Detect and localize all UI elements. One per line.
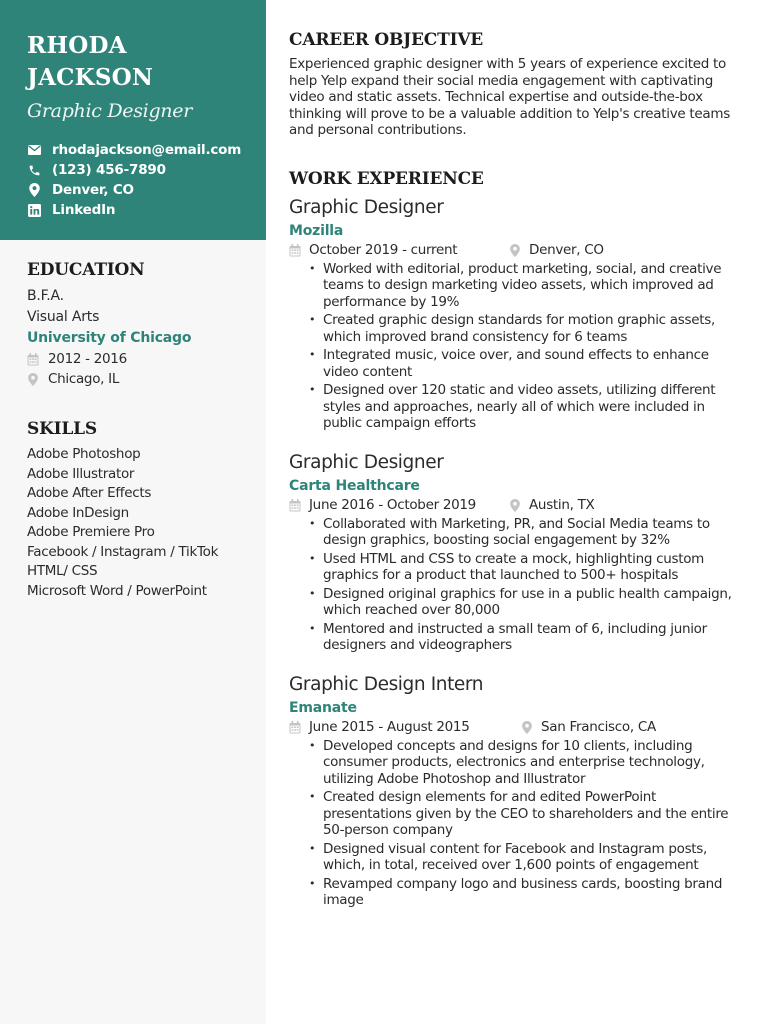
education-field: Visual Arts bbox=[27, 309, 100, 325]
job-dates-group bbox=[289, 241, 509, 260]
job-meta bbox=[289, 241, 744, 260]
skill-item: HTML/ CSS bbox=[27, 563, 98, 579]
job-bullets bbox=[289, 738, 744, 909]
location-pin-icon bbox=[27, 183, 41, 197]
job-entry bbox=[289, 195, 744, 432]
sidebar bbox=[0, 0, 266, 1024]
job-bullet: • Created design elements for and edited PowerPoint presentations given by the CEO to shareholders and the entire 50-person company bbox=[289, 789, 744, 839]
job-bullet: • Collaborated with Marketing, PR, and Social Media teams to design graphics, boosting social engagement by 32% bbox=[289, 516, 744, 549]
job-location-group bbox=[509, 496, 595, 515]
skill-item: Facebook / Instagram / TikTok bbox=[27, 543, 219, 560]
name-last: JACKSON bbox=[27, 64, 154, 91]
skills-list bbox=[27, 445, 266, 601]
job-bullet: • Worked with editorial, product marketing, social, and creative teams to design marketing video assets, which improved ad performance by 19% bbox=[289, 261, 744, 311]
envelope-icon bbox=[27, 143, 41, 157]
job-company: Emanate bbox=[289, 699, 357, 716]
calendar-icon bbox=[289, 499, 301, 512]
main-content bbox=[289, 30, 744, 911]
education-heading: EDUCATION bbox=[27, 260, 145, 280]
location-pin-icon bbox=[509, 244, 521, 257]
job-title: Graphic Designer bbox=[289, 196, 444, 218]
job-bullet: • Mentored and instructed a small team of 6, including junior designers and videographers bbox=[289, 621, 744, 654]
skill-item: Microsoft Word / PowerPoint bbox=[27, 582, 207, 599]
job-location-group bbox=[509, 241, 604, 260]
contact-location-text: Denver, CO bbox=[52, 182, 134, 198]
job-bullet: • Used HTML and CSS to create a mock, highlighting custom graphics for a product that launched to 500+ hospitals bbox=[289, 551, 744, 584]
job-meta bbox=[289, 718, 744, 737]
education-dates: 2012 - 2016 bbox=[48, 351, 127, 367]
job-location: San Francisco, CA bbox=[541, 718, 656, 735]
name-first: RHODA bbox=[27, 32, 127, 59]
job-dates: October 2019 - current bbox=[309, 241, 458, 258]
contact-list bbox=[27, 140, 266, 220]
work-experience-list bbox=[289, 195, 744, 909]
candidate-name bbox=[27, 30, 266, 94]
job-bullet: • Designed visual content for Facebook and Instagram posts, which, in total, received over 1,600 points of engagement bbox=[289, 841, 744, 874]
skill-item: Adobe Photoshop bbox=[27, 446, 141, 462]
contact-email-text: rhodajackson@email.com bbox=[52, 142, 242, 158]
skill-item: Adobe Illustrator bbox=[27, 465, 135, 482]
job-location: Austin, TX bbox=[529, 496, 595, 513]
job-meta bbox=[289, 496, 744, 515]
phone-icon bbox=[27, 163, 41, 177]
job-bullet: • Designed original graphics for use in a public health campaign, which reached over 80,000 bbox=[289, 586, 744, 619]
skills-section bbox=[0, 419, 266, 601]
objective-text: Experienced graphic designer with 5 years of experience excited to help Yelp expand their social media engagement with captivating video and static assets. Technical expertise and outside-the-box thinking will prove to be a valuable addition to Yelp's creative teams and personal contributions. bbox=[289, 56, 730, 138]
education-dates-row bbox=[27, 349, 266, 369]
job-bullet: • Integrated music, voice over, and sound effects to enhance video content bbox=[289, 347, 744, 380]
job-location-group bbox=[521, 718, 656, 737]
job-title: Graphic Designer bbox=[289, 451, 444, 473]
contact-phone-text: (123) 456-7890 bbox=[52, 162, 166, 178]
skill-item: Adobe Premiere Pro bbox=[27, 524, 155, 540]
education-degree: B.F.A. bbox=[27, 288, 64, 304]
skills-heading: SKILLS bbox=[27, 419, 97, 439]
linkedin-icon bbox=[27, 203, 41, 217]
job-bullet: • Revamped company logo and business cards, boosting brand image bbox=[289, 876, 744, 909]
candidate-title: Graphic Designer bbox=[27, 100, 192, 122]
objective-heading: CAREER OBJECTIVE bbox=[289, 30, 484, 50]
job-entry bbox=[289, 450, 744, 654]
job-dates-group bbox=[289, 718, 521, 737]
job-bullet: • Created graphic design standards for motion graphic assets, which improved brand consistency for 6 teams bbox=[289, 312, 744, 345]
skill-item: Adobe After Effects bbox=[27, 485, 152, 501]
education-school: University of Chicago bbox=[27, 330, 192, 346]
job-location: Denver, CO bbox=[529, 241, 604, 258]
calendar-icon bbox=[289, 244, 301, 257]
job-dates: June 2015 - August 2015 bbox=[309, 718, 470, 735]
calendar-icon bbox=[289, 721, 301, 734]
sidebar-header bbox=[0, 0, 266, 240]
job-title: Graphic Design Intern bbox=[289, 673, 484, 695]
education-section bbox=[0, 260, 266, 389]
job-entry bbox=[289, 672, 744, 909]
job-company: Carta Healthcare bbox=[289, 477, 420, 494]
contact-linkedin-text: LinkedIn bbox=[52, 202, 116, 218]
work-heading: WORK EXPERIENCE bbox=[289, 168, 484, 189]
job-dates-group bbox=[289, 496, 509, 515]
contact-email[interactable] bbox=[27, 140, 266, 160]
calendar-icon bbox=[27, 353, 39, 366]
objective-section bbox=[289, 30, 744, 139]
job-company: Mozilla bbox=[289, 222, 344, 239]
job-bullet: • Designed over 120 static and video assets, utilizing different styles and approaches, nearly all of which were included in public campaign efforts bbox=[289, 382, 744, 432]
job-bullets bbox=[289, 516, 744, 654]
education-location: Chicago, IL bbox=[48, 371, 120, 387]
job-bullets bbox=[289, 261, 744, 432]
contact-linkedin[interactable] bbox=[27, 200, 266, 220]
location-pin-icon bbox=[521, 721, 533, 734]
contact-location bbox=[27, 180, 266, 200]
location-pin-icon bbox=[27, 373, 39, 386]
job-bullet: • Developed concepts and designs for 10 clients, including consumer products, electronics and enterprise technology, utilizing Adobe Photoshop and Illustrator bbox=[289, 738, 744, 788]
location-pin-icon bbox=[509, 499, 521, 512]
skill-item: Adobe InDesign bbox=[27, 504, 129, 521]
job-dates: June 2016 - October 2019 bbox=[309, 496, 476, 513]
education-location-row bbox=[27, 369, 266, 389]
contact-phone[interactable] bbox=[27, 160, 266, 180]
